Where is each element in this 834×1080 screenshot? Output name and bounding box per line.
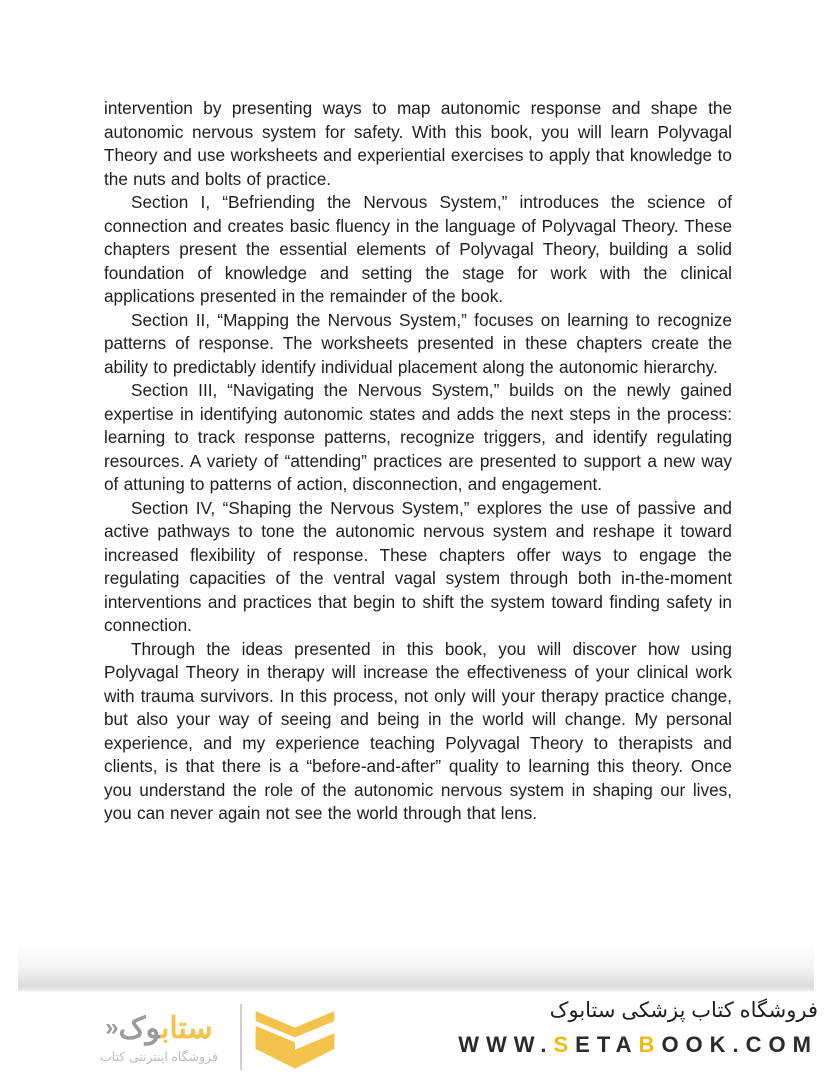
setabook-logo	[88, 998, 336, 1076]
url-segment: WWW.	[458, 1032, 554, 1057]
logo-divider	[240, 1004, 242, 1070]
logo-wordmark-column	[88, 1011, 230, 1064]
url-segment: OOK.COM	[661, 1032, 818, 1057]
paragraph: Through the ideas presented in this book, you will discover how using Polyvagal Theory in therapy will increase the effectiveness of your clinical work with trauma survivors. In this process, not only will your therapy practice change, but also your way of seeing and being in the world will change. My personal experience, and my experience teaching Polyvagal Theory to therapists and clients, is that there is a “before-and-after” quality to learning this theory. Once you understand the role of the autonomic nervous system in shaping our lives, you can never again not see the world through that lens.	[104, 638, 732, 823]
store-title: فروشگاه کتاب پزشکی ستابوک	[549, 999, 818, 1022]
footer-store-info	[458, 997, 818, 1058]
paragraph: Section IV, “Shaping the Nervous System,” explores the use of passive and active pathways to tone the autonomic nervous system and reshape it toward increased flexibility of response. These chapters offer ways to engage the regulating capacities of the ventral vagal system through both in-the-moment interventions and practices that begin to shift the system toward finding safety in connection.	[104, 497, 732, 635]
guillemet-icon: «	[105, 1013, 119, 1041]
logo-wordmark-yellow-part: ستاب	[161, 1011, 213, 1045]
logo-wordmark	[88, 1011, 230, 1046]
url-segment-accent: S	[553, 1032, 576, 1057]
page-scan-shadow	[18, 944, 814, 992]
paragraph: intervention by presenting ways to map autonomic response and shape the autonomic nervous system for safety. With this book, you will learn Polyvagal Theory and use worksheets and experiential exercises to apply that knowledge to the nuts and bolts of practice.	[104, 98, 732, 189]
url-segment: ETA	[575, 1032, 639, 1057]
book-page-text	[104, 97, 732, 826]
logo-subtitle: فروشگاه اینترنتی کتاب	[100, 1049, 218, 1064]
watermark-footer	[0, 995, 834, 1080]
logo-wordmark-gray-part: وک	[118, 1011, 162, 1045]
paragraph: Section II, “Mapping the Nervous System,” focuses on learning to recognize patterns of response. The worksheets presented in these chapters create the ability to predictably identify individual placement along the autonomic hierarchy.	[104, 309, 732, 377]
website-url	[458, 1032, 818, 1058]
chevron-emblem-icon	[254, 998, 336, 1076]
paragraph: Section I, “Befriending the Nervous System,” introduces the science of connection and creates basic fluency in the language of Polyvagal Theory. These chapters present the essential elements of Polyvagal Theory, building a solid foundation of knowledge and setting the stage for work with the clinical applications presented in the remainder of the book.	[104, 192, 732, 306]
url-segment-accent: B	[638, 1032, 662, 1057]
paragraph: Section III, “Navigating the Nervous System,” builds on the newly gained expertise in identifying autonomic states and adds the next steps in the process: learning to track response patterns, recognize triggers, and identify regulating resources. A variety of “attending” practices are presented to support a new way of attuning to patterns of action, disconnection, and engagement.	[104, 380, 732, 494]
